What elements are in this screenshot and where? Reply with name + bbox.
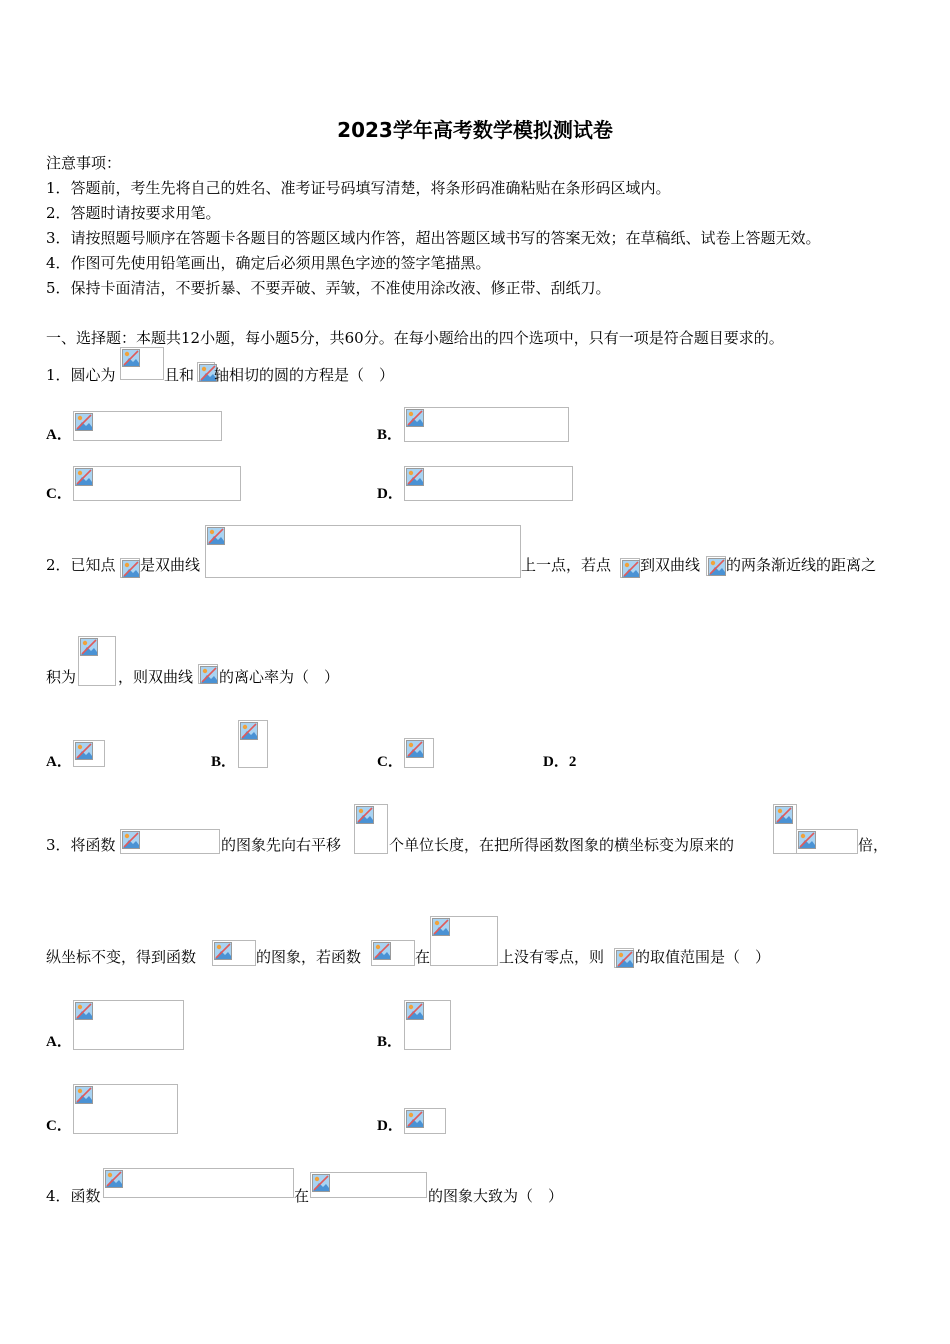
q3-text: 纵坐标不变，得到函数 xyxy=(46,948,197,966)
notice-heading: 注意事项： xyxy=(46,154,122,172)
formula-image xyxy=(238,720,268,768)
formula-image xyxy=(73,740,105,767)
q3-option-b: B． xyxy=(377,1034,403,1050)
formula-image xyxy=(103,1168,294,1198)
q4-text: 4．函数 xyxy=(46,1187,101,1205)
q2-text: 上一点，若点 xyxy=(521,556,612,574)
broken-image-icon xyxy=(312,1174,330,1192)
notice-item: 5．保持卡面清洁，不要折暴、不要弄破、弄皱，不准使用涂改液、修正带、刮纸刀。 xyxy=(46,279,611,297)
q3-option-d: D． xyxy=(377,1118,403,1134)
q2-text: 到双曲线 xyxy=(640,556,701,574)
q2-option-d: D．2 xyxy=(543,754,577,770)
page-title: 2023学年高考数学模拟测试卷 xyxy=(337,118,613,142)
q3-text: 上没有零点，则 xyxy=(499,948,605,966)
formula-image xyxy=(120,347,164,380)
formula-image xyxy=(73,466,241,501)
formula-image xyxy=(404,1108,446,1134)
q2-text: 的离心率为（ ） xyxy=(219,668,340,686)
broken-image-icon xyxy=(214,942,232,960)
q2-text: 是双曲线 xyxy=(140,556,201,574)
formula-image xyxy=(404,738,434,768)
formula-image xyxy=(78,636,116,686)
formula-image xyxy=(404,407,569,442)
broken-image-icon xyxy=(432,918,450,936)
broken-image-icon xyxy=(616,950,634,968)
broken-image-icon xyxy=(75,1086,93,1104)
broken-image-icon xyxy=(122,560,140,578)
q3-text: 倍， xyxy=(858,836,889,854)
formula-image xyxy=(310,1172,427,1198)
formula-image xyxy=(73,1084,178,1134)
q3-text: 的图象，若函数 xyxy=(256,948,362,966)
notice-item: 3．请按照题号顺序在答题卡各题目的答题区域内作答，超出答题区域书写的答案无效；在草稿纸、试卷上答题无效。 xyxy=(46,229,821,247)
formula-image xyxy=(430,916,498,966)
q1-option-c: C． xyxy=(46,486,72,502)
broken-image-icon xyxy=(75,468,93,486)
q1-option-a: A． xyxy=(46,427,72,443)
broken-image-icon xyxy=(708,558,726,576)
formula-image xyxy=(404,1000,451,1050)
broken-image-icon xyxy=(75,742,93,760)
broken-image-icon xyxy=(406,740,424,758)
formula-image xyxy=(73,1000,184,1050)
formula-image xyxy=(197,362,215,382)
q2-text: 的两条渐近线的距离之 xyxy=(726,556,877,574)
q1-option-d: D． xyxy=(377,486,403,502)
broken-image-icon xyxy=(75,413,93,431)
formula-image xyxy=(212,940,256,966)
q2-option-a: A． xyxy=(46,754,72,770)
q1-option-b: B． xyxy=(377,427,403,443)
broken-image-icon xyxy=(105,1170,123,1188)
broken-image-icon xyxy=(240,722,258,740)
q2-option-c: C． xyxy=(377,754,403,770)
q4-text: 在 xyxy=(294,1187,310,1205)
q2-text: ，则双曲线 xyxy=(118,668,194,686)
broken-image-icon xyxy=(122,349,140,367)
broken-image-icon xyxy=(122,831,140,849)
broken-image-icon xyxy=(798,831,816,849)
formula-image xyxy=(796,829,858,854)
formula-image xyxy=(205,525,521,578)
q3-option-a: A． xyxy=(46,1034,72,1050)
formula-image xyxy=(773,804,797,854)
broken-image-icon xyxy=(406,409,424,427)
q3-text: 3．将函数 xyxy=(46,836,116,854)
notice-item: 2．答题时请按要求用笔。 xyxy=(46,204,221,222)
formula-image xyxy=(198,664,218,684)
broken-image-icon xyxy=(775,806,793,824)
q3-text: 的图象先向右平移 xyxy=(221,836,342,854)
notice-item: 4．作图可先使用铅笔画出，确定后必须用黑色字迹的签字笔描黑。 xyxy=(46,254,491,272)
q2-text: 积为 xyxy=(46,668,77,686)
broken-image-icon xyxy=(406,468,424,486)
q4-text: 的图象大致为（ ） xyxy=(428,1187,564,1205)
formula-image xyxy=(120,558,140,578)
formula-image xyxy=(73,411,222,441)
formula-image xyxy=(371,940,415,966)
formula-image xyxy=(620,558,640,578)
q3-option-c: C． xyxy=(46,1118,72,1134)
q1-text: 1．圆心为 xyxy=(46,366,116,384)
broken-image-icon xyxy=(207,527,225,545)
q3-text: 在 xyxy=(415,948,431,966)
broken-image-icon xyxy=(356,806,374,824)
formula-image xyxy=(614,948,634,968)
formula-image xyxy=(404,466,573,501)
section-heading: 一、选择题：本题共12小题，每小题5分，共60分。在每小题给出的四个选项中，只有一项是符合题目要求的。 xyxy=(46,329,784,347)
q3-text: 的取值范围是（ ） xyxy=(635,948,771,966)
q3-text: 个单位长度，在把所得函数图象的横坐标变为原来的 xyxy=(389,836,735,854)
formula-image xyxy=(120,829,220,854)
q1-text: 轴相切的圆的方程是（ ） xyxy=(214,366,395,384)
formula-image xyxy=(354,804,388,854)
broken-image-icon xyxy=(373,942,391,960)
broken-image-icon xyxy=(622,560,640,578)
formula-image xyxy=(706,556,726,576)
notice-item: 1．答题前，考生先将自己的姓名、准考证号码填写清楚，将条形码准确粘贴在条形码区域内。 xyxy=(46,179,671,197)
broken-image-icon xyxy=(80,638,98,656)
q1-text: 且和 xyxy=(164,366,195,384)
q2-text: 2．已知点 xyxy=(46,556,116,574)
broken-image-icon xyxy=(406,1110,424,1128)
broken-image-icon xyxy=(406,1002,424,1020)
broken-image-icon xyxy=(75,1002,93,1020)
q2-option-b: B． xyxy=(211,754,237,770)
broken-image-icon xyxy=(200,666,218,684)
